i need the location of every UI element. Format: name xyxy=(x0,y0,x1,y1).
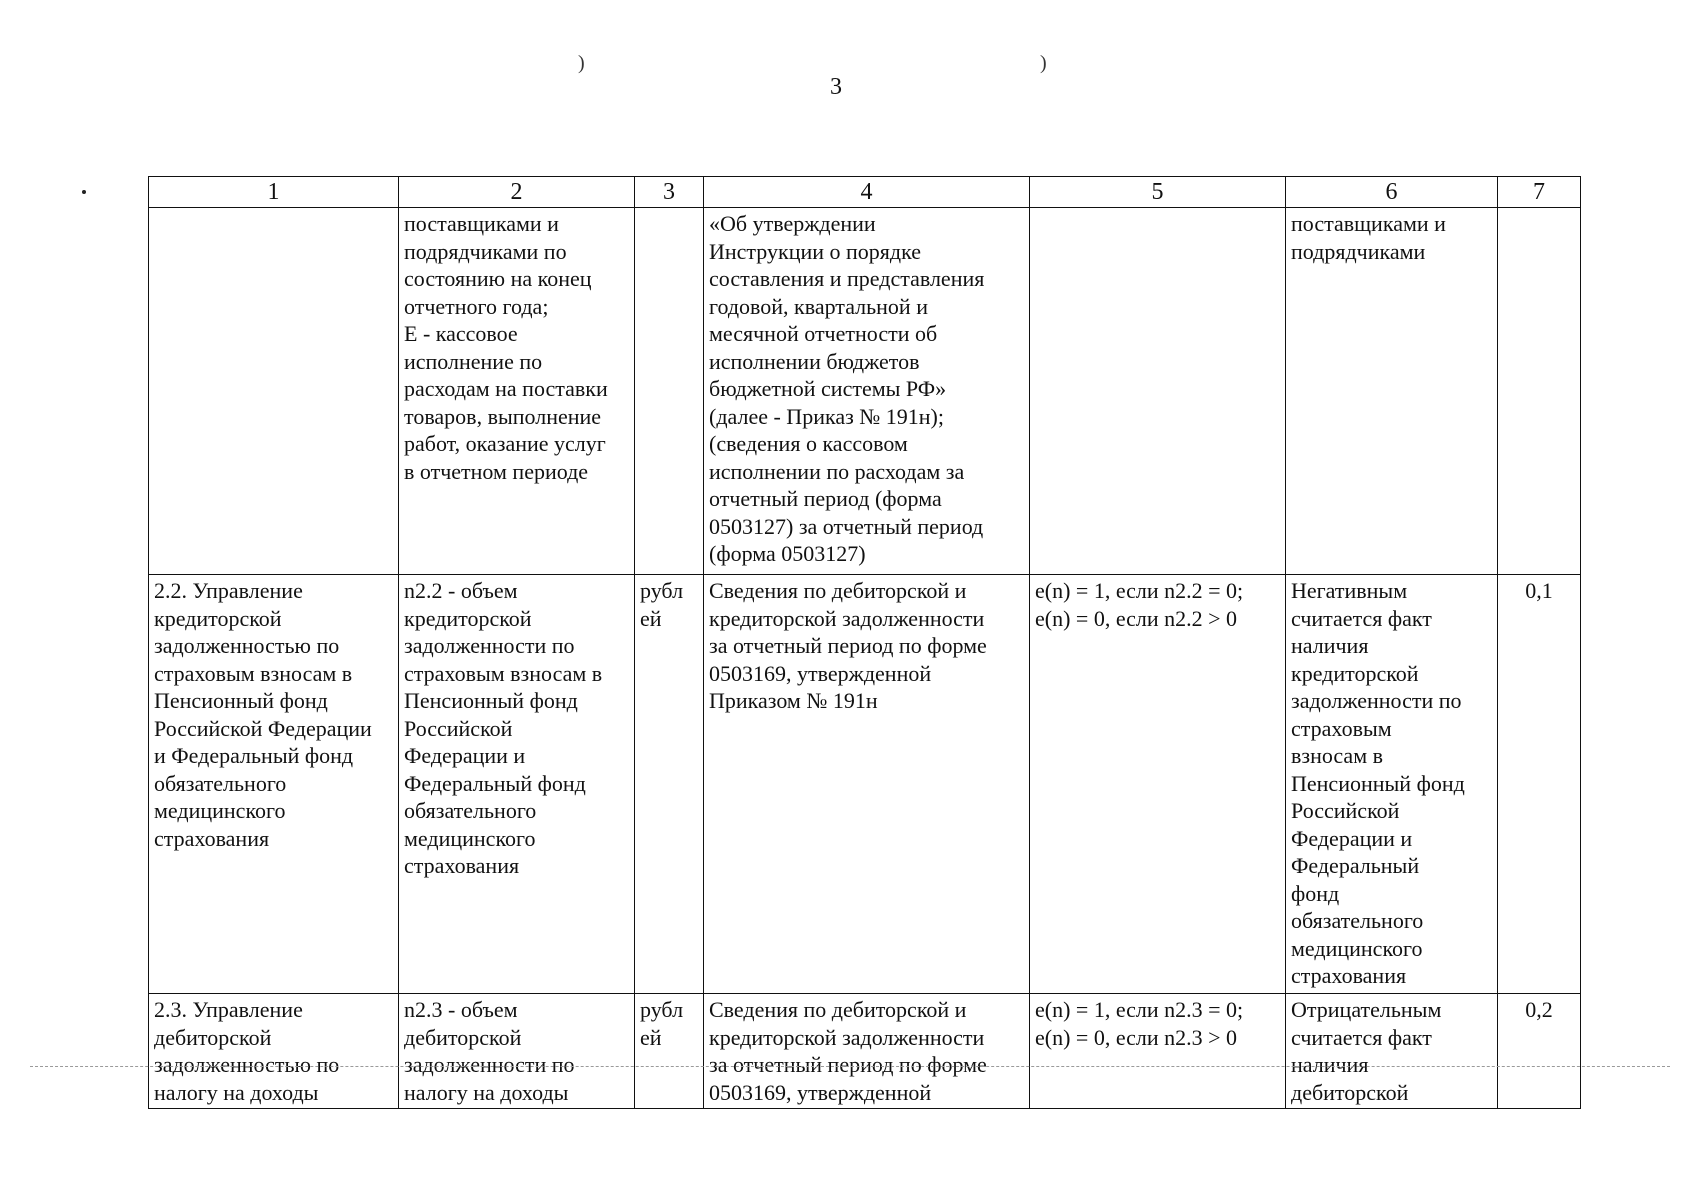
cell-source: Сведения по дебиторской и кредиторской задолженности за отчетный период по форме 0503169, утвержденной Приказом № 191н xyxy=(704,575,1030,994)
cell-indicator: 2.2. Управление кредиторской задолженностью по страховым взносам в Пенсионный фонд Российской Федерации и Федеральный фонд обязательного медицинского страхования xyxy=(149,575,399,994)
cell-weight: 0,1 xyxy=(1498,575,1581,994)
header-row xyxy=(149,177,1581,208)
scan-fold-line xyxy=(30,1066,1670,1067)
cell-formula: n2.2 - объем кредиторской задолженности по страховым взносам в Пенсионный фонд Российской Федерации и Федеральный фонд обязательного медицинского страхования xyxy=(399,575,635,994)
cell-source: Сведения по дебиторской и кредиторской задолженности за отчетный период по форме 0503169, утвержденной xyxy=(704,994,1030,1109)
cell-evaluation: e(n) = 1, если n2.2 = 0; e(n) = 0, если n2.2 > 0 xyxy=(1030,575,1286,994)
cell-source: «Об утверждении Инструкции о порядке составления и представления годовой, квартальной и месячной отчетности об исполнении бюджетов бюджетной системы РФ» (далее - Приказ № 191н); (сведения о кассовом исполнении по расходам за отчетный период (форма 0503127) за отчетный период (форма 0503127) xyxy=(704,208,1030,575)
column-header: 1 xyxy=(149,177,399,208)
cell-unit: рубл ей xyxy=(635,575,704,994)
scan-dot xyxy=(82,190,86,194)
indicator-table xyxy=(148,176,1581,1109)
cell-comment: поставщиками и подрядчиками xyxy=(1286,208,1498,575)
column-header: 5 xyxy=(1030,177,1286,208)
table-row xyxy=(149,208,1581,575)
cell-evaluation: e(n) = 1, если n2.3 = 0; e(n) = 0, если n2.3 > 0 xyxy=(1030,994,1286,1109)
cell-evaluation xyxy=(1030,208,1286,575)
cell-indicator xyxy=(149,208,399,575)
cell-comment: Негативным считается факт наличия кредиторской задолженности по страховым взносам в Пенсионный фонд Российской Федерации и Федеральный фонд обязательного медицинского страхования xyxy=(1286,575,1498,994)
scan-mark: ) xyxy=(578,52,585,74)
cell-formula: n2.3 - объем дебиторской задолженности по налогу на доходы xyxy=(399,994,635,1109)
cell-unit xyxy=(635,208,704,575)
column-header: 3 xyxy=(635,177,704,208)
column-header: 4 xyxy=(704,177,1030,208)
page-number: 3 xyxy=(830,74,842,100)
scan-mark: ) xyxy=(1040,52,1047,74)
table-row xyxy=(149,994,1581,1109)
cell-formula: поставщиками и подрядчиками по состоянию на конец отчетного года; E - кассовое исполнение по расходам на поставки товаров, выполнение работ, оказание услуг в отчетном периоде xyxy=(399,208,635,575)
table-row xyxy=(149,575,1581,994)
column-header: 7 xyxy=(1498,177,1581,208)
column-header: 6 xyxy=(1286,177,1498,208)
cell-weight: 0,2 xyxy=(1498,994,1581,1109)
cell-unit: рубл ей xyxy=(635,994,704,1109)
cell-comment: Отрицательным считается факт наличия дебиторской xyxy=(1286,994,1498,1109)
cell-weight xyxy=(1498,208,1581,575)
column-header: 2 xyxy=(399,177,635,208)
cell-indicator: 2.3. Управление дебиторской задолженностью по налогу на доходы xyxy=(149,994,399,1109)
